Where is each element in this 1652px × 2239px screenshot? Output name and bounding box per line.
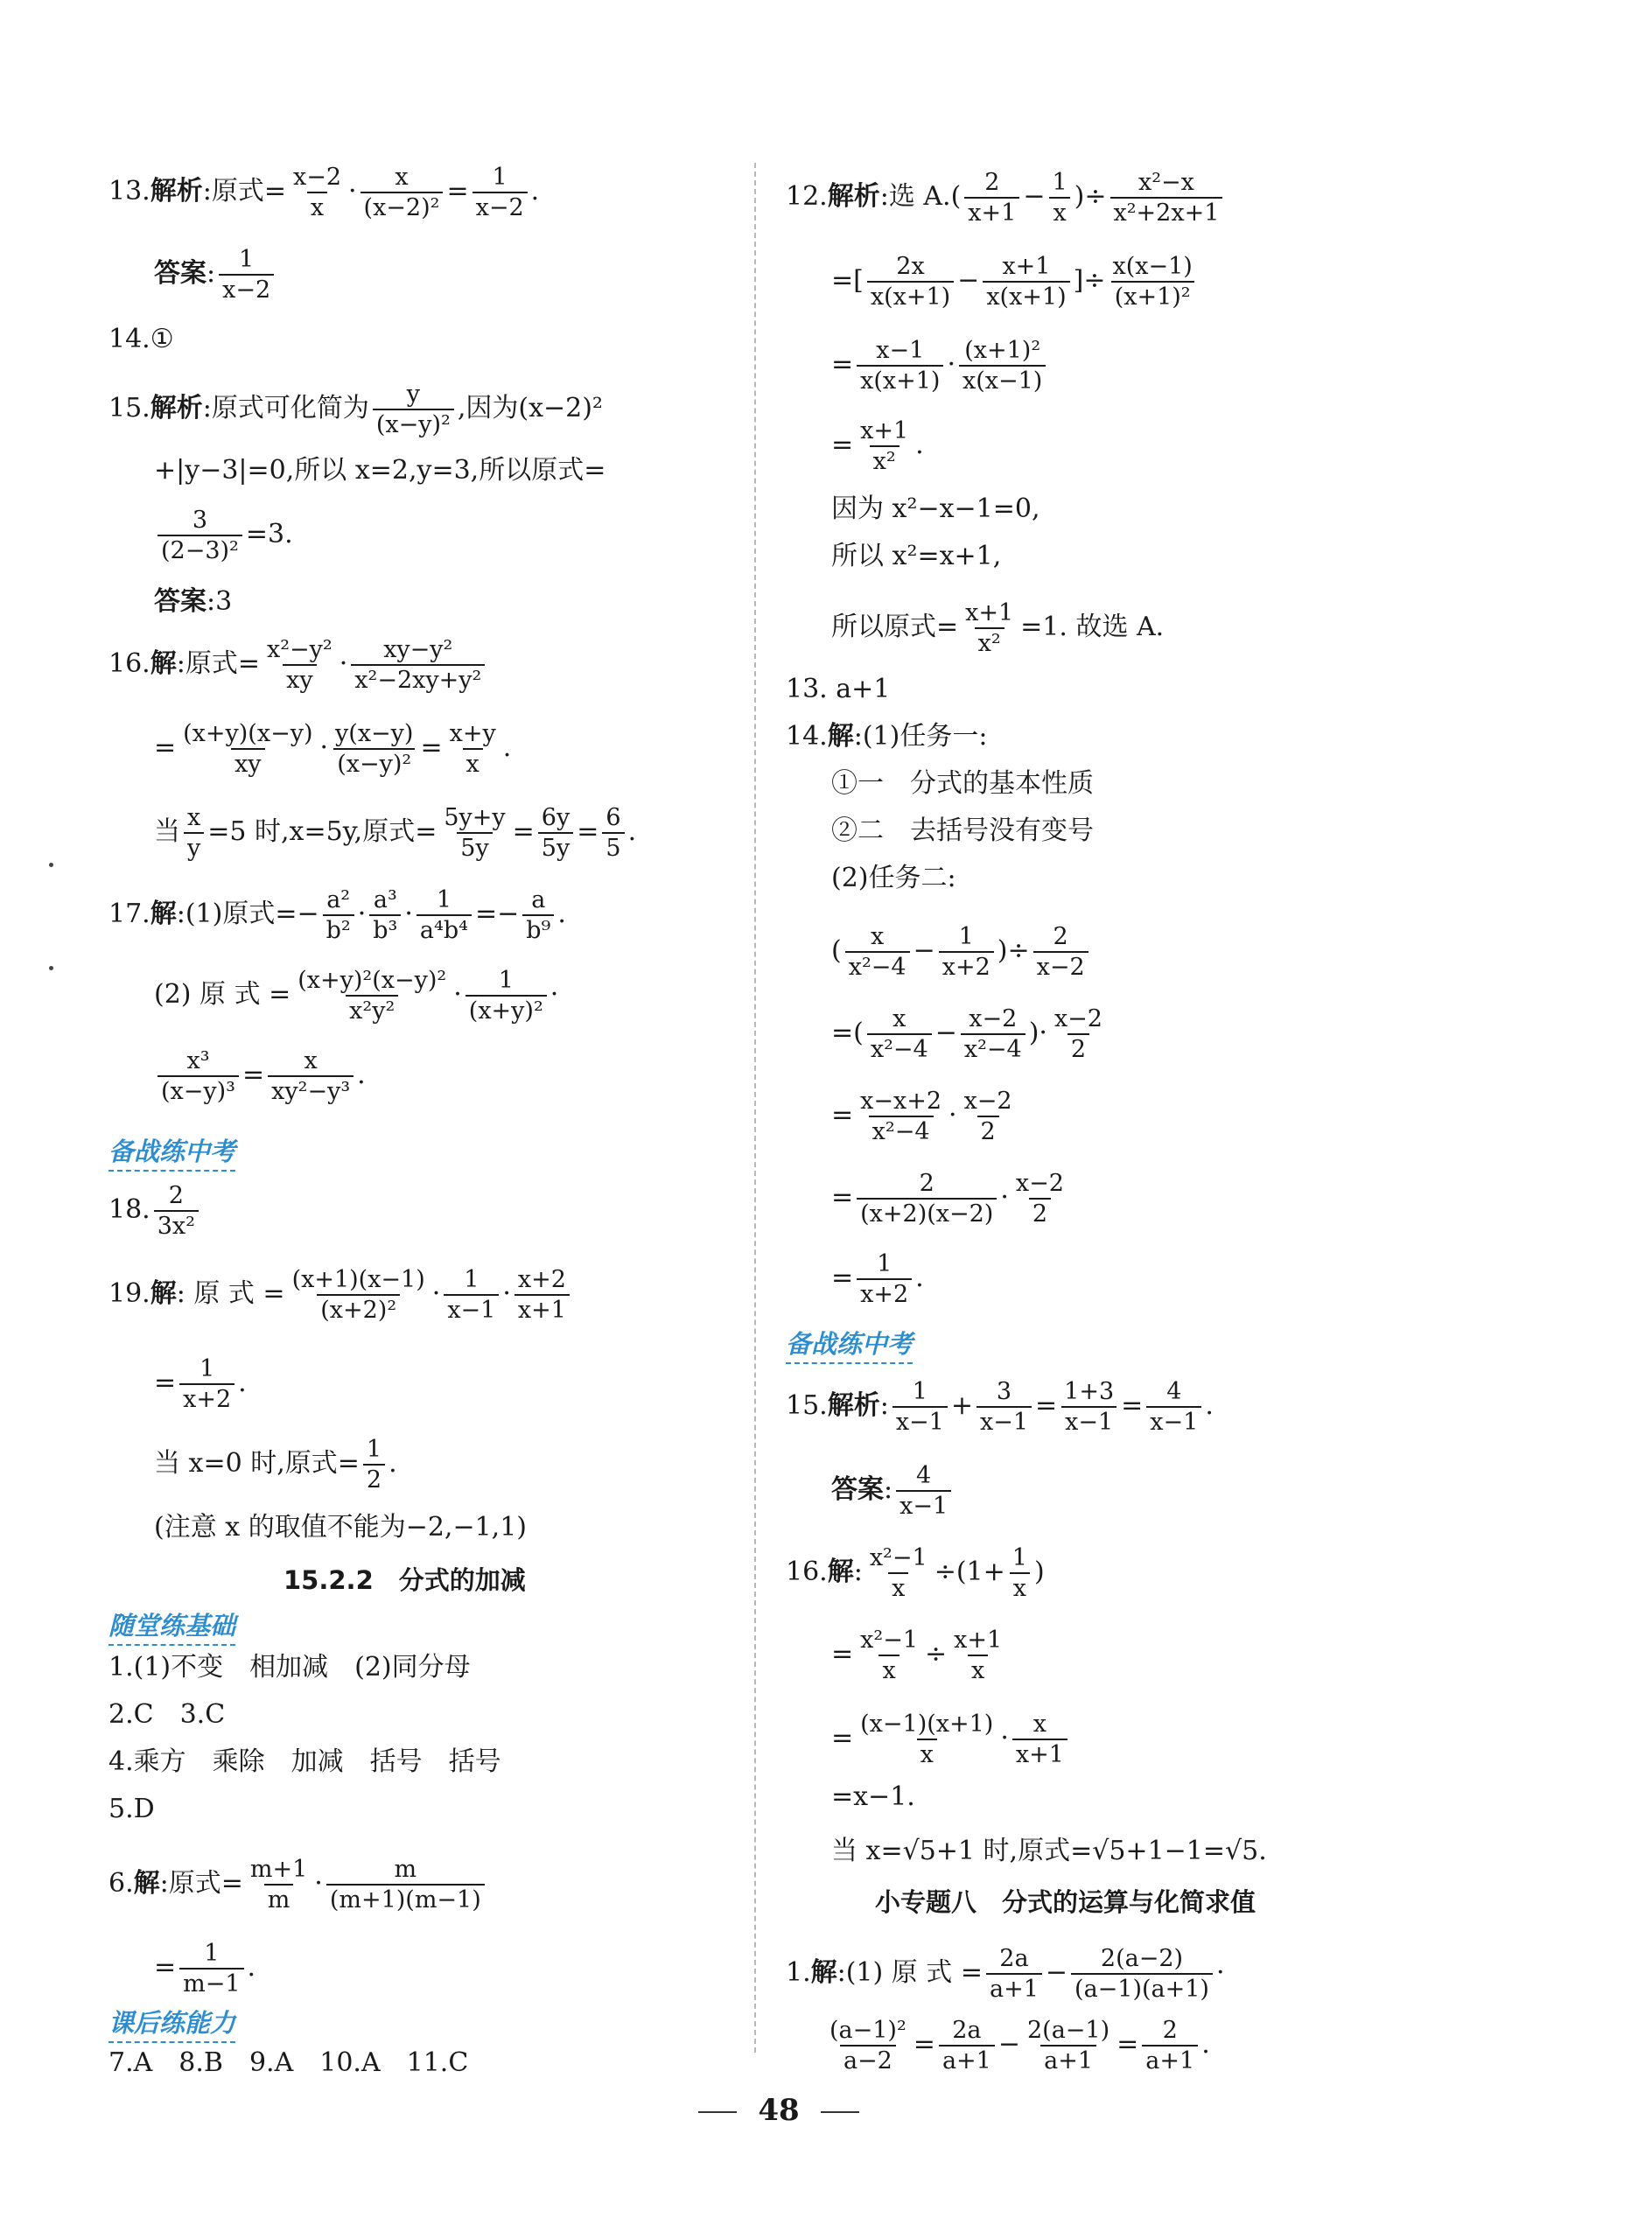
q17-line3: $\frac{\text{x³}}{\text{(x−y)³}}$ = $\frac{x}{\text{xy²−y³}}$ . [154, 1046, 366, 1106]
numerator: m+1 [249, 1856, 308, 1883]
q13-answer-right: 13. a+1 [786, 674, 891, 704]
fraction [857, 1249, 912, 1309]
numerator: 1 [877, 1250, 892, 1277]
denominator: (m+1)(m−1) [326, 1884, 485, 1914]
denominator: x(x−1) [959, 365, 1046, 395]
numerator: 2(a−1) [1026, 2017, 1110, 2044]
denominator: (x+2)(x−2) [857, 1198, 997, 1228]
fraction [1048, 168, 1070, 227]
fraction [896, 1461, 951, 1521]
fraction [154, 1181, 199, 1241]
denominator: x+1 [1012, 1739, 1068, 1769]
fraction [179, 1939, 243, 1998]
numerator: a² [326, 886, 351, 913]
numerator: 1 [436, 886, 452, 913]
fraction [1033, 922, 1088, 982]
q19-line3: 当 x=0 时,原式= $\frac{1}{2}$ . [154, 1436, 397, 1494]
q13-answer: 答案: $\frac{1}{x-2}$ [154, 245, 277, 304]
numerator: x+2 [517, 1266, 566, 1293]
fraction [961, 1087, 1016, 1146]
fraction [323, 885, 354, 945]
fraction [1012, 1169, 1068, 1228]
fraction [976, 1377, 1032, 1437]
denominator: 3x² [154, 1210, 199, 1241]
q16r-when: 当 x=√5+1 时,原式=√5+1−1=√5. [831, 1836, 1267, 1866]
numerator: 4 [916, 1462, 932, 1489]
denominator: (x+y)² [466, 995, 547, 1025]
numerator: 1 [498, 967, 514, 994]
section-heading-after-class: 课后练能力 [108, 2004, 235, 2043]
fraction [446, 719, 500, 779]
fraction [867, 252, 954, 311]
numerator: x−2 [969, 1005, 1018, 1032]
fraction [290, 163, 345, 222]
denominator: 2 [1029, 1198, 1051, 1228]
q12-line1: 12.解析:选 A.( $\frac{2}{x+1}$ − $\frac{1}{x}$ )÷ $\frac{\text{x²−x}}{\text{x²+2x+1}}$ [786, 168, 1226, 227]
numerator: 1 [958, 923, 974, 950]
numerator: a [531, 886, 546, 913]
q14-item1: ①一 分式的基本性质 [831, 768, 1094, 799]
denominator: x [888, 1572, 908, 1603]
section-heading-exam-prep-right: 备战练中考 [786, 1325, 913, 1364]
q15-answer: 答案:3 [154, 586, 233, 617]
numerator: 2x [896, 253, 925, 280]
fraction [866, 1543, 931, 1603]
fraction [845, 922, 910, 982]
numerator: 6y [541, 804, 570, 831]
numerator: 2 [984, 169, 1000, 196]
fraction [1012, 1710, 1068, 1769]
q14-item2: ②二 去括号没有变号 [831, 815, 1094, 846]
fraction [950, 1626, 1005, 1685]
fraction [959, 336, 1046, 395]
numerator: 1 [366, 1436, 382, 1463]
fraction [961, 1004, 1026, 1064]
fraction [939, 2016, 995, 2075]
numerator: 2 [919, 1170, 934, 1197]
denominator: (x+2)² [317, 1294, 400, 1325]
page-number-dash [821, 2111, 859, 2113]
q19-line1: 19.解: 原 式 = $\frac{(x+1)(x-1)}{\text{(x+2)²}}$ · $\frac{1}{x-1}$ · $\frac{x+2}{x+1}$ [108, 1265, 573, 1325]
numerator: x [892, 1005, 906, 1032]
fraction [939, 922, 994, 982]
margin-dot [49, 966, 53, 970]
q14-step3: = $\frac{x-x+2}{\text{x²−4}}$ · $\frac{x-2}{2}$ [831, 1087, 1019, 1146]
special-topic-title: 小专题八 分式的运算与化简求值 [875, 1887, 1256, 1917]
numerator: 2 [168, 1182, 184, 1209]
numerator: (x+1)² [964, 337, 1041, 364]
denominator: x² [870, 445, 900, 476]
denominator: x²−4 [845, 951, 910, 982]
fraction [247, 1855, 311, 1914]
section-heading-basics: 随堂练基础 [108, 1606, 235, 1646]
numerator: x [1032, 1711, 1047, 1738]
answer-line-2: 2.C 3.C [108, 1699, 226, 1730]
q14-answer: 14.① [108, 324, 174, 354]
numerator: x−2 [963, 1088, 1012, 1115]
denominator: x+1 [514, 1294, 570, 1325]
numerator: x+y [449, 720, 496, 747]
q15-line2: +|y−3|=0,所以 x=2,y=3,所以原式= [154, 455, 606, 486]
fraction [294, 966, 450, 1025]
denominator: xy [231, 748, 264, 779]
numerator: m [394, 1856, 417, 1883]
q16-line1: 16.解:原式= $\frac{\text{x²−y²}}{xy}$ · $\frac{\text{xy−y²}}{\text{x²−2xy+y²}}$ [108, 635, 488, 695]
fraction [472, 163, 528, 222]
denominator: a+1 [1040, 2045, 1096, 2075]
fraction [986, 1944, 1042, 2004]
fraction [444, 1265, 499, 1325]
numerator: (x+y)(x−y) [183, 720, 313, 747]
denominator: b³ [369, 914, 401, 945]
fraction [538, 803, 573, 863]
fraction [826, 2016, 910, 2075]
numerator: 5y+y [444, 804, 506, 831]
numerator: x+1 [965, 599, 1014, 626]
denominator: x−1 [976, 1406, 1032, 1437]
fraction [1051, 1004, 1106, 1064]
q12-line4: = $\frac{x+1}{\text{x²}}$ . [831, 417, 924, 475]
q6-line2: = $\frac{1}{m-1}$ . [154, 1940, 256, 1998]
numerator: 3 [996, 1378, 1012, 1405]
denominator: xy [283, 664, 316, 695]
denominator: x(x+1) [867, 281, 954, 311]
numerator: 1 [912, 1378, 928, 1405]
denominator: (x−2)² [360, 192, 444, 222]
denominator: x²−4 [869, 1116, 934, 1146]
denominator: x²−2xy+y² [351, 664, 485, 695]
numerator: x [395, 164, 409, 191]
fraction [373, 380, 454, 439]
numerator: 2(a−2) [1100, 1945, 1184, 1972]
q16r-line3: = $\frac{(x-1)(x+1)}{x}$ · $\frac{x}{x+1}$ [831, 1710, 1071, 1769]
numerator: x [304, 1047, 318, 1074]
fraction [1142, 2016, 1198, 2075]
denominator: x [878, 1655, 899, 1685]
denominator: 2 [363, 1464, 385, 1494]
section-heading-exam-prep: 备战练中考 [108, 1132, 235, 1172]
numerator: x³ [186, 1047, 210, 1074]
denominator: x−1 [896, 1490, 951, 1521]
denominator: x [1010, 1572, 1030, 1603]
numerator: x−2 [1015, 1170, 1064, 1197]
answer-line-7: 7.A 8.B 9.A 10.A 11.C [108, 2047, 469, 2078]
numerator: a³ [373, 886, 397, 913]
fraction [857, 1169, 997, 1228]
section-title-15-2-2: 15.2.2 分式的加减 [284, 1565, 526, 1595]
fraction [514, 1265, 570, 1325]
q12-so: 所以 x²=x+1, [831, 541, 1002, 571]
denominator: (2−3)² [158, 535, 242, 565]
fraction [1009, 1543, 1031, 1603]
fraction [326, 1855, 485, 1914]
fraction [1024, 2016, 1113, 2075]
numerator: x [871, 923, 885, 950]
denominator: x+2 [179, 1383, 234, 1414]
q12-line3: = $\frac{x-1}{x(x+1)}$ · $\frac{\text{(x+1)²}}{x(x-1)}$ [831, 336, 1049, 395]
numerator: x−2 [1054, 1005, 1102, 1032]
fraction [369, 885, 401, 945]
denominator: a+1 [986, 1973, 1042, 2004]
numerator: 6 [606, 804, 621, 831]
fraction [219, 245, 274, 304]
denominator: x²+2x+1 [1110, 197, 1223, 227]
numerator: x²−1 [860, 1627, 918, 1654]
page-number-dash [698, 2111, 737, 2113]
fraction [263, 635, 336, 695]
q16-line2: = $\frac{(x+y)(x-y)}{xy}$ · $\frac{y(x-y)}{\text{(x−y)²}}$ = $\frac{x+y}{x}$ . [154, 720, 512, 778]
numerator: 1 [492, 164, 508, 191]
denominator: x(x+1) [983, 281, 1069, 311]
denominator: x+1 [964, 197, 1019, 227]
numerator: (x+1)(x−1) [291, 1266, 425, 1293]
q14-step1: ( $\frac{x}{\text{x²−4}}$ − $\frac{1}{x+2}$ )÷ $\frac{2}{x-2}$ [831, 922, 1092, 982]
denominator: x−1 [892, 1406, 948, 1437]
numerator: (x+y)²(x−y)² [298, 967, 447, 994]
fraction [892, 1377, 948, 1437]
answer-line-1: 1.(1)不变 相加减 (2)同分母 [108, 1652, 471, 1683]
denominator: x [917, 1739, 937, 1769]
fraction [268, 1046, 354, 1106]
q14-step2: =( $\frac{x}{\text{x²−4}}$ − $\frac{x-2}{\text{x²−4}}$ )· $\frac{x-2}{2}$ [831, 1004, 1110, 1064]
q16r-result: =x−1. [831, 1781, 915, 1812]
answer-line-4: 4.乘方 乘除 加减 括号 括号 [108, 1746, 501, 1777]
denominator: b² [323, 914, 354, 945]
numerator: x²−x [1138, 169, 1194, 196]
denominator: m−1 [179, 1968, 243, 1998]
denominator: 2 [1068, 1033, 1089, 1064]
denominator: x² [975, 627, 1004, 658]
numerator: 2 [1053, 923, 1068, 950]
fraction [184, 803, 204, 863]
q14-task2: (2)任务二: [831, 863, 956, 893]
fraction [867, 1004, 932, 1064]
q15r-line1: 15.解析: $\frac{1}{x-1}$ + $\frac{3}{x-1}$ = $\frac{1+3}{x-1}$ = $\frac{4}{x-1}$ . [786, 1378, 1214, 1436]
numerator: x−x+2 [860, 1088, 942, 1115]
denominator: xy²−y³ [268, 1075, 354, 1106]
numerator: x+1 [860, 417, 909, 444]
denominator: x [463, 748, 483, 779]
fraction [857, 1626, 921, 1685]
numerator: x [187, 804, 201, 831]
denominator: 2 [977, 1116, 999, 1146]
fraction [857, 1710, 997, 1769]
denominator: (x+1)² [1111, 281, 1194, 311]
fraction [440, 803, 508, 863]
fraction [158, 506, 242, 565]
numerator: x²−1 [869, 1544, 928, 1571]
numerator: 1 [239, 246, 255, 273]
fraction [351, 635, 485, 695]
fraction [466, 966, 547, 1025]
q15-line3: $\frac{3}{\text{(2−3)²}}$ =3. [154, 506, 293, 565]
fraction [857, 336, 943, 395]
denominator: x²y² [346, 995, 398, 1025]
denominator: x+2 [857, 1278, 912, 1309]
denominator: y [184, 832, 204, 863]
numerator: 1+3 [1064, 1378, 1115, 1405]
denominator: a+1 [939, 2045, 995, 2075]
denominator: 5y [538, 832, 573, 863]
special1-line1: 1.解:(1) 原 式 = $\frac{2a}{a+1}$ − $\frac{2(a-2)}{(a-1)(a+1)}$ · [786, 1945, 1225, 2003]
denominator: 5y [457, 832, 492, 863]
answer-line-5: 5.D [108, 1794, 155, 1824]
fraction [964, 168, 1019, 227]
denominator: m [264, 1884, 294, 1914]
q12-line2: =[ $\frac{2x}{x(x+1)}$ − $\frac{x+1}{x(x+1)}$ ]÷ $\frac{x(x-1)}{\text{(x+1)²}}$ [831, 252, 1200, 311]
q14-step4: = $\frac{2}{(x+2)(x-2)}$ · $\frac{x-2}{2}$ [831, 1169, 1071, 1228]
numerator: 1 [464, 1266, 480, 1293]
denominator: x−2 [219, 274, 274, 304]
numerator: 2 [1162, 2017, 1178, 2044]
q12-conclusion: 所以原式= $\frac{x+1}{\text{x²}}$ =1. 故选 A. [831, 599, 1165, 657]
denominator: x−2 [472, 192, 528, 222]
numerator: x−1 [876, 337, 925, 364]
fraction [158, 1046, 239, 1106]
fraction [1071, 1944, 1213, 2004]
numerator: 1 [200, 1355, 215, 1382]
denominator: x [968, 1655, 988, 1685]
denominator: x²−4 [961, 1033, 1026, 1064]
fraction [1110, 168, 1223, 227]
numerator: 2a [952, 2017, 982, 2044]
q17-line1: 17.解:(1)原式=− $\frac{\text{a²}}{\text{b²}}$ · $\frac{\text{a³}}{\text{b³}}$ · $\frac{1}{\text{a⁴b⁴}}$ =− $\frac{a}{\text{b⁹}}$ . [108, 886, 566, 944]
numerator: (a−1)² [830, 2017, 906, 2044]
fraction [1146, 1377, 1201, 1437]
q6-line1: 6.解:原式= $\frac{m+1}{m}$ · $\frac{m}{(m+1)(m-1)}$ [108, 1855, 488, 1914]
q16r-line1: 16.解: $\frac{\text{x²−1}}{x}$ ÷(1+ $\frac{1}{x}$ ) [786, 1544, 1045, 1602]
numerator: 1 [204, 1940, 220, 1967]
fraction [363, 1435, 385, 1494]
fraction [360, 163, 444, 222]
column-divider [754, 163, 756, 2053]
special1-line2: $\frac{\text{(a−1)²}}{a-2}$ = $\frac{2a}{a+1}$ − $\frac{2(a-1)}{a+1}$ = $\frac{2}{a+1}$ . [822, 2016, 1210, 2075]
denominator: (a−1)(a+1) [1071, 1973, 1213, 2004]
numerator: 1 [1052, 169, 1068, 196]
numerator: x+1 [954, 1627, 1003, 1654]
denominator: x²−4 [867, 1033, 932, 1064]
fraction [857, 1087, 945, 1146]
denominator: b⁹ [522, 914, 554, 945]
numerator: y(x−y) [335, 720, 414, 747]
numerator: y [406, 381, 420, 408]
q17-line2: (2) 原 式 = $\frac{\text{(x+y)²(x−y)²}}{\text{x²y²}}$ · $\frac{1}{\text{(x+y)²}}$ · [154, 967, 559, 1025]
q15r-answer: 答案: $\frac{4}{x-1}$ [831, 1461, 955, 1521]
denominator: a⁴b⁴ [416, 914, 472, 945]
numerator: x²−y² [266, 636, 332, 663]
denominator: 5 [602, 832, 624, 863]
denominator: (x−y)³ [158, 1075, 239, 1106]
numerator: x(x−1) [1112, 253, 1193, 280]
margin-dot [49, 863, 53, 867]
denominator: x+2 [939, 951, 994, 982]
fraction [179, 719, 316, 779]
fraction [416, 885, 472, 945]
fraction [983, 252, 1069, 311]
q19-line2: = $\frac{1}{x+2}$ . [154, 1355, 247, 1413]
q14-step5: = $\frac{1}{x+2}$ . [831, 1250, 924, 1308]
denominator: a+1 [1142, 2045, 1198, 2075]
numerator: 1 [1012, 1544, 1027, 1571]
fraction [962, 598, 1017, 658]
q18-answer: 18. $\frac{2}{\text{3x²}}$ [108, 1181, 202, 1241]
fraction [289, 1265, 429, 1325]
denominator: x [307, 192, 327, 222]
denominator: (x−y)² [373, 409, 454, 439]
denominator: x−1 [1146, 1406, 1201, 1437]
denominator: x [1049, 197, 1069, 227]
page-number: 48 [0, 2093, 1558, 2128]
fraction [1109, 252, 1195, 311]
numerator: 3 [192, 507, 208, 534]
numerator: 2a [999, 1945, 1029, 1972]
numerator: 4 [1166, 1378, 1182, 1405]
numerator: (x−1)(x+1) [860, 1711, 994, 1738]
q16r-line2: = $\frac{\text{x²−1}}{x}$ ÷ $\frac{x+1}{x}$ [831, 1626, 1009, 1685]
fraction [1060, 1377, 1117, 1437]
q12-because: 因为 x²−x−1=0, [831, 493, 1040, 524]
numerator: xy−y² [383, 636, 453, 663]
fraction [522, 885, 554, 945]
fraction [332, 719, 416, 779]
q19-note: (注意 x 的取值不能为−2,−1,1) [154, 1512, 528, 1543]
fraction [602, 803, 624, 863]
fraction [179, 1354, 234, 1414]
numerator: x−2 [292, 164, 341, 191]
q13-line: 13.解析:原式= $\frac{x-2}{x}$ · $\frac{x}{\text{(x−2)²}}$ = $\frac{1}{x-2}$ . [108, 164, 540, 221]
numerator: x+1 [1002, 253, 1051, 280]
denominator: x−1 [444, 1294, 499, 1325]
denominator: (x−y)² [333, 748, 415, 779]
fraction [857, 416, 912, 476]
denominator: a−2 [840, 2045, 896, 2075]
denominator: x(x+1) [857, 365, 943, 395]
denominator: x−1 [1061, 1406, 1116, 1437]
q15-line1: 15.解析:原式可化简为 $\frac{y}{\text{(x−y)²}}$ ,因为(x−2)² [108, 381, 603, 438]
q14-line1: 14.解:(1)任务一: [786, 721, 988, 752]
q16-line3: 当 $\frac{x}{y}$ =5 时,x=5y,原式= $\frac{5y+y}{5y}$ = $\frac{6y}{5y}$ = $\frac{6}{5}$ . [154, 804, 637, 862]
denominator: x−2 [1033, 951, 1088, 982]
